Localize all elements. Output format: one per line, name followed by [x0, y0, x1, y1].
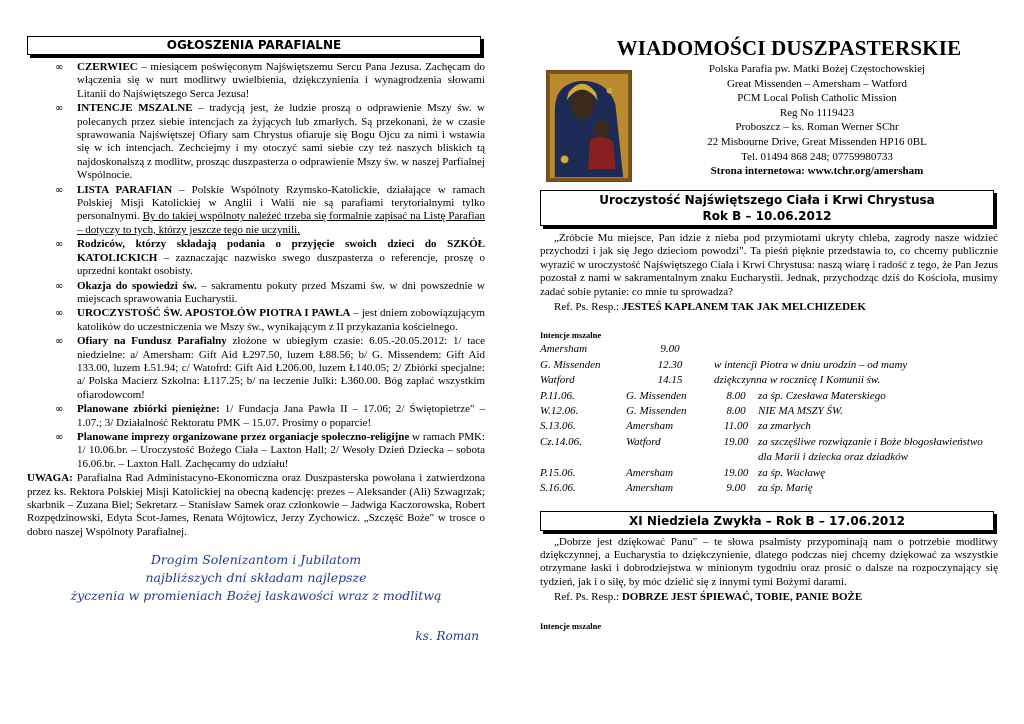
- greeting-line: życzenia w promieniach Bożej łaskawości wraz z modlitwą: [70, 588, 442, 604]
- infinity-bullet-icon: ∞: [55, 404, 64, 416]
- mass-intention-row: [540, 358, 996, 373]
- mass-place: Amersham: [626, 482, 674, 495]
- infinity-bullet-icon: ∞: [55, 62, 64, 73]
- psalm-response-2: [540, 591, 998, 604]
- mass-time: 8.00: [726, 389, 746, 402]
- announcement-title: Planowane imprezy organizowane przez organiacje społeczno-religijne: [77, 430, 410, 443]
- infinity-bullet-icon: ∞: [55, 103, 64, 115]
- infinity-bullet-icon: ∞: [55, 184, 64, 196]
- mass-day: W.12.06.: [540, 405, 579, 418]
- mass-place: G. Missenden: [626, 405, 687, 418]
- psalm-response-text: JESTEŚ KAPŁANEM TAK JAK MELCHIZEDEK: [621, 301, 866, 314]
- mass-time: 12.30: [657, 358, 683, 371]
- mass-place: Amersham: [540, 343, 588, 356]
- parish-name: Polska Parafia pw. Matki Bożej Częstochowskiej: [708, 63, 926, 75]
- announcements-header: OGŁOSZENIA PARAFIALNE: [27, 36, 481, 55]
- infinity-bullet-icon: ∞: [55, 336, 64, 348]
- madonna-icon-image: [546, 70, 632, 182]
- infinity-bullet-icon: ∞: [55, 308, 64, 320]
- announcement-item: [27, 403, 485, 430]
- parish-priest: Proboszcz – ks. Roman Werner SChr: [735, 121, 899, 134]
- announcements-column: [27, 36, 485, 643]
- council-note-label: UWAGA:: [27, 472, 73, 485]
- mass-intentions-table: [540, 342, 996, 496]
- mass-day: S.16.06.: [540, 482, 576, 495]
- mass-day: S.13.06.: [540, 420, 576, 433]
- homily-text-2: „Dobrze jest dziękować Panu" – te słowa psalmisty przypominają nam o potrzebie modlitwy dziękczynnej, a Eucharystia to dziękczynienie, dlatego podczas niej chcemy dziękować za wszystkie otrzymane łaski i dobrodziejstwa w minionym tygodniu oraz prosić o dalsze na rozpoczynający się tydzień, jak i o siłę, by móc dzielić się z innymi tymi Bożymi darami.: [540, 535, 998, 588]
- feast-title: Uroczystość Najświętszego Ciała i Krwi Chrystusa: [599, 193, 935, 207]
- newsletter-title: WIADOMOŚCI DUSZPASTERSKIE: [616, 36, 962, 60]
- announcement-text: – jest dniem zobowiązującym katolików do uczestniczenia we Mszy św., wynikającym z II przykazania kościelnego.: [77, 307, 485, 333]
- mass-intention-row: [540, 404, 996, 419]
- mass-time: 9.00: [726, 482, 746, 495]
- mass-intention-row: [540, 389, 996, 404]
- mass-intention-row: [540, 342, 996, 357]
- council-note: [27, 472, 485, 539]
- announcement-text: – zaznaczając nazwisko swego duszpasterza o referencje, proszę o uprzedni kontakt osobisty.: [77, 251, 485, 278]
- announcement-text: – Polskie Wspólnoty Rzymsko-Katolickie, działające w ramach Polskiej Misji Katolickiej w Anglii i Walii nie są parafiami terytorialnymi tylko personalnymi.: [77, 183, 485, 223]
- infinity-bullet-icon: ∞: [55, 239, 64, 251]
- mass-time: 8.00: [726, 405, 746, 418]
- announcement-text: w ramach PMK: 1/ 10.06.br. – Uroczystość Bożego Ciała – Laxton Hall; 2/ Wesoły Dzień Dziecka – sobota 16.06.br. – Laxton Hall. Zachęcamy do udziału!: [77, 430, 485, 470]
- announcement-item: [27, 431, 485, 471]
- mass-intention: [714, 342, 996, 357]
- mass-time: 9.00: [660, 343, 680, 356]
- mass-intention-row: [540, 435, 996, 466]
- psalm-response: [540, 301, 998, 314]
- mass-place: Watford: [626, 435, 661, 448]
- mass-day: Cz.14.06.: [540, 435, 582, 448]
- mass-time: 11.00: [724, 420, 748, 433]
- signature: ks. Roman: [415, 629, 479, 644]
- mass-intention: za śp. Wacławę: [758, 466, 826, 479]
- website[interactable]: Strona internetowa: www.tchr.org/amersham: [710, 165, 924, 178]
- ordinary-sunday-section: [540, 511, 998, 631]
- announcement-text: – tradycją jest, że ludzie proszą o odprawienie Mszy św. w polecanych przez siebie intencjach za żyjących lub zmarłych. Są przekonani, że w czasie sprawowania Najświętszej Ofiary sam Chrystus ofiaruje się Bogu Ojcu za nimi i wstawia się w ich intencjach. Zechciejmy i my otoczyć sami siebie czy też naszych bliskich tą najdoskonalszą z modlitw, prosząc duszpasterza o odprawienie Mszy św. w naszej Parfialnej Wspólnocie.: [77, 102, 485, 182]
- mass-time: 19.00: [723, 466, 749, 479]
- mass-intention-row: [540, 481, 996, 496]
- masthead: [540, 36, 998, 186]
- council-note-text: Parafialna Rad Administacyno-Ekonomiczna oraz Duszpasterska powołana i zatwierdzona przez ks. Rektora Polskiej Misji Katolickiej na obecną kadencję: prezes – Aleksander (Ali) Szwagrzak; skarbnik – Zuzana Biel; Sekretarz – Stanisław Samek oraz członkowie – Jadwiga Kaczorowska, Robert Rozpędzinowski, Edyta Scot-James, Renata Wójtowicz, Jerzy Zychowicz. „Szczęść Boże" w trosce o dobro naszej Wspólnoty Parafialnej.: [27, 472, 485, 538]
- mission-name: PCM Local Polish Catholic Mission: [737, 92, 897, 105]
- announcement-item: [27, 280, 485, 307]
- greeting: [27, 551, 485, 605]
- announcement-item: [27, 307, 485, 334]
- mass-place: G. Missenden: [540, 358, 601, 371]
- corpus-christi-header: [540, 190, 994, 226]
- announcement-title: LISTA PARAFIAN: [77, 183, 173, 196]
- mass-place: Amersham: [626, 420, 674, 433]
- psalm-response-text: DOBRZE JEST ŚPIEWAĆ, TOBIE, PANIE BOŻE: [621, 591, 863, 604]
- announcement-text: 1/ Fundacja Jana Pawła II – 17.06; 2/ Świętopietrze" – 1.07.; 3/ Działalność Rektoratu PMK – 15.07. Prosimy o poparcie!: [77, 403, 486, 429]
- announcement-item: [27, 61, 485, 101]
- parish-info: [636, 62, 998, 179]
- corpus-christi-section: [540, 190, 998, 497]
- parish-locations: Great Missenden – Amersham – Watford: [726, 77, 908, 90]
- infinity-bullet-icon: ∞: [55, 431, 64, 443]
- mass-day: P.15.06.: [540, 466, 576, 479]
- mass-time: 19.00: [723, 435, 749, 448]
- greeting-line: najbliższych dni składam najlepsze: [145, 570, 367, 586]
- mass-intention: za śp. Czesława Materskiego: [758, 389, 886, 402]
- ordinary-sunday-header: XI Niedziela Zwykła – Rok B – 17.06.2012: [540, 511, 994, 531]
- announcement-text: – miesiącem poświęconym Najświętszemu Sercu Pana Jezusa. Zachęcam do włączenia się w nurt modlitwy uwielbienia, dziękczynienia i wynagrodzenia słowami Litanii do Najświętszego Serca Jezusa!: [77, 61, 485, 100]
- mass-time: 14.15: [657, 374, 683, 387]
- mass-intention: za zmarłych: [758, 420, 811, 433]
- infinity-bullet-icon: ∞: [55, 280, 64, 292]
- announcements-list: [27, 61, 485, 471]
- announcement-title: Ofiary na Fundusz Parafialny: [77, 335, 227, 348]
- mass-intentions-label: Intencje mszalne: [540, 330, 602, 341]
- announcement-title: Planowane zbiórki pieniężne:: [77, 403, 220, 416]
- pastoral-news-column: [540, 36, 998, 631]
- mass-place: Watford: [540, 374, 575, 387]
- feast-date: Rok B – 10.06.2012: [702, 209, 832, 223]
- homily-text: „Zróbcie Mu miejsce, Pan idzie z nieba pod przymiotami ukryty chleba, zagrody nasze widzieć przychodzi i jak się Jego dzieciom powodzi". Ta pieśń pięknie przedstawia to, co chcemy publicznie wyrazić w uroczystość Najświętszego Ciała i Krwi Chrystusa: naszą wiarę i radość z tego, że Pan Jezus pozostał z nami w sakramentalnym znaku Eucharystii. Jednak, przychodząc dziś do Kościoła, musimy zadać sobie pytanie: co mnie tu sprowadza?: [540, 232, 998, 298]
- mass-intention: za śp. Marię: [758, 482, 813, 495]
- mass-intention-row: [540, 419, 996, 434]
- psalm-response-label: Ref. Ps. Resp.:: [554, 301, 620, 314]
- mass-intentions-label-2: Intencje mszalne: [540, 620, 602, 631]
- mass-place: G. Missenden: [626, 389, 687, 402]
- mass-intention: NIE MA MSZY ŚW.: [758, 405, 843, 418]
- announcement-title: CZERWIEC: [77, 61, 138, 73]
- address: 22 Misbourne Drive, Great Missenden HP16 0BL: [707, 135, 927, 148]
- psalm-response-label: Ref. Ps. Resp.:: [554, 591, 620, 604]
- mass-intention-row: [540, 466, 996, 481]
- mass-intention: w intencji Piotra w dniu urodzin – od mamy: [714, 358, 908, 371]
- announcement-title: Okazja do spowiedzi św.: [77, 279, 197, 292]
- mass-place: Amersham: [626, 466, 674, 479]
- announcement-title: INTENCJE MSZALNE: [77, 102, 193, 115]
- greeting-line: Drogim Solenizantom i Jubilatom: [150, 552, 362, 568]
- phone: Tel. 01494 868 248; 07759980733: [741, 150, 893, 163]
- announcement-item: [27, 238, 485, 278]
- announcement-title: Rodziców, którzy składają podania o przyjęcie swoich dzieci do SZKÓŁ KATOLICKICH: [77, 238, 485, 264]
- announcement-text: złożone w ubiegłym czasie: 6.05.-20.05.2012: 1/ tace niedzielne: a/ Amersham: Gift Aid Ł297.50, luzem Ł88.56; b/ G. Missendem: Gift Aid 133.00, luzem Ł51.94; c/ Watofrd: Gift Aid Ł206.00, luzem Ł140.05; 2/ Zbiórki specjalne: a/ Polska Macierz Szkolna: Ł117.25; b/ na leczenie Julki: Ł360.00. Bóg zapłać wszystkim ofiarodowcom!: [77, 335, 485, 401]
- announcement-item: [27, 335, 485, 402]
- mass-day: P.11.06.: [540, 389, 575, 402]
- mass-intention: dziękczynna w rocznicę I Komunii św.: [714, 374, 881, 387]
- announcement-item: [27, 102, 485, 182]
- mass-intention-row: [540, 373, 996, 388]
- announcement-title: UROCZYSTOŚĆ ŚW. APOSTOŁÓW PIOTRA I PAWŁA: [77, 307, 351, 320]
- announcement-underlined-text: By do takiej wspólnoty należeć trzeba się formalnie zapisać na Listę Parafian – dotyczy to tych, którzy jeszcze tego nie uczynili.: [77, 210, 485, 236]
- announcement-item: [27, 184, 485, 238]
- announcement-text: – sakramentu pokuty przed Mszami św. w dni powszednie w miejscach sprawowania Eucharystii.: [77, 279, 485, 305]
- mass-intention: za szczęśliwe rozwiązanie i Boże błogosławieństwo dla Marii i dziecka oraz dziadków: [758, 435, 983, 464]
- reg-number: Reg No 1119423: [779, 106, 855, 119]
